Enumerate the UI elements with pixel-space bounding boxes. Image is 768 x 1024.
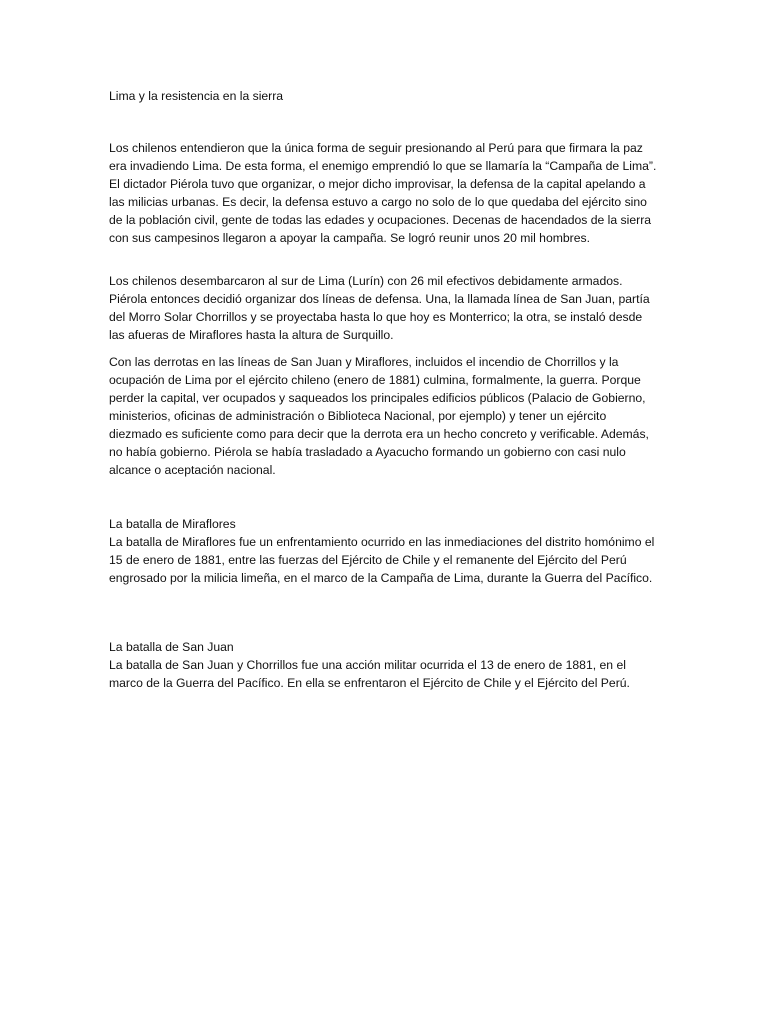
section-heading-miraflores: La batalla de Miraflores [109,517,236,531]
paragraph-1 [109,139,661,247]
section-text-san-juan: La batalla de San Juan y Chorrillos fue una acción militar ocurrida el 13 de enero de 1881, en el marco de la Guerra del Pacífico. En ella se enfrentaron el Ejército de Chile y el Ejército del Perú. [109,658,630,690]
paragraph-text: Los chilenos entendieron que la única forma de seguir presionando al Perú para que firmara la paz era invadiendo Lima. De esta forma, el enemigo emprendió lo que se llamaría la “Campaña de Lima”. El dictador Piérola tuvo que organizar, o mejor dicho improvisar, la defensa de la capital apelando a las milicias urbanas. Es decir, la defensa estuvo a cargo no solo de lo que quedaba del ejército sino de la población civil, gente de todas las edades y ocupaciones. Decenas de hacendados de la sierra con sus campesinos llegaron a apoyar la campaña. Se logró reunir unos 20 mil hombres. [109,141,657,245]
section-heading-san-juan: La batalla de San Juan [109,640,234,654]
section-text-miraflores: La batalla de Miraflores fue un enfrentamiento ocurrido en las inmediaciones del distrito homónimo el 15 de enero de 1881, entre las fuerzas del Ejército de Chile y el remanente del Ejército del Perú engrosado por la milicia limeña, en el marco de la Campaña de Lima, durante la Guerra del Pacífico. [109,535,655,585]
document-title: Lima y la resistencia en la sierra [109,89,284,103]
paragraph-text: Con las derrotas en las líneas de San Juan y Miraflores, incluidos el incendio de Chorrillos y la ocupación de Lima por el ejército chileno (enero de 1881) culmina, formalmente, la guerra. Porque perder la capital, ver ocupados y saqueados los principales edificios públicos (Palacio de Gobierno, ministerios, oficinas de administración o Biblioteca Nacional, por ejemplo) y tener un ejército diezmado es suficiente como para decir que la derrota era un hecho concreto y verificable. Además, no había gobierno. Piérola se había trasladado a Ayacucho formando un gobierno con casi nulo alcance o aceptación nacional. [109,355,649,477]
section-san-juan [109,638,661,692]
section-miraflores [109,515,661,587]
paragraph-2 [109,272,661,344]
paragraph-text: Los chilenos desembarcaron al sur de Lima (Lurín) con 26 mil efectivos debidamente armados. Piérola entonces decidió organizar dos líneas de defensa. Una, la llamada línea de San Juan, partía del Morro Solar Chorrillos y se proyectaba hasta lo que hoy es Monterrico; la otra, se instaló desde las afueras de Miraflores hasta la altura de Surquillo. [109,274,650,342]
paragraph-3 [109,353,661,479]
